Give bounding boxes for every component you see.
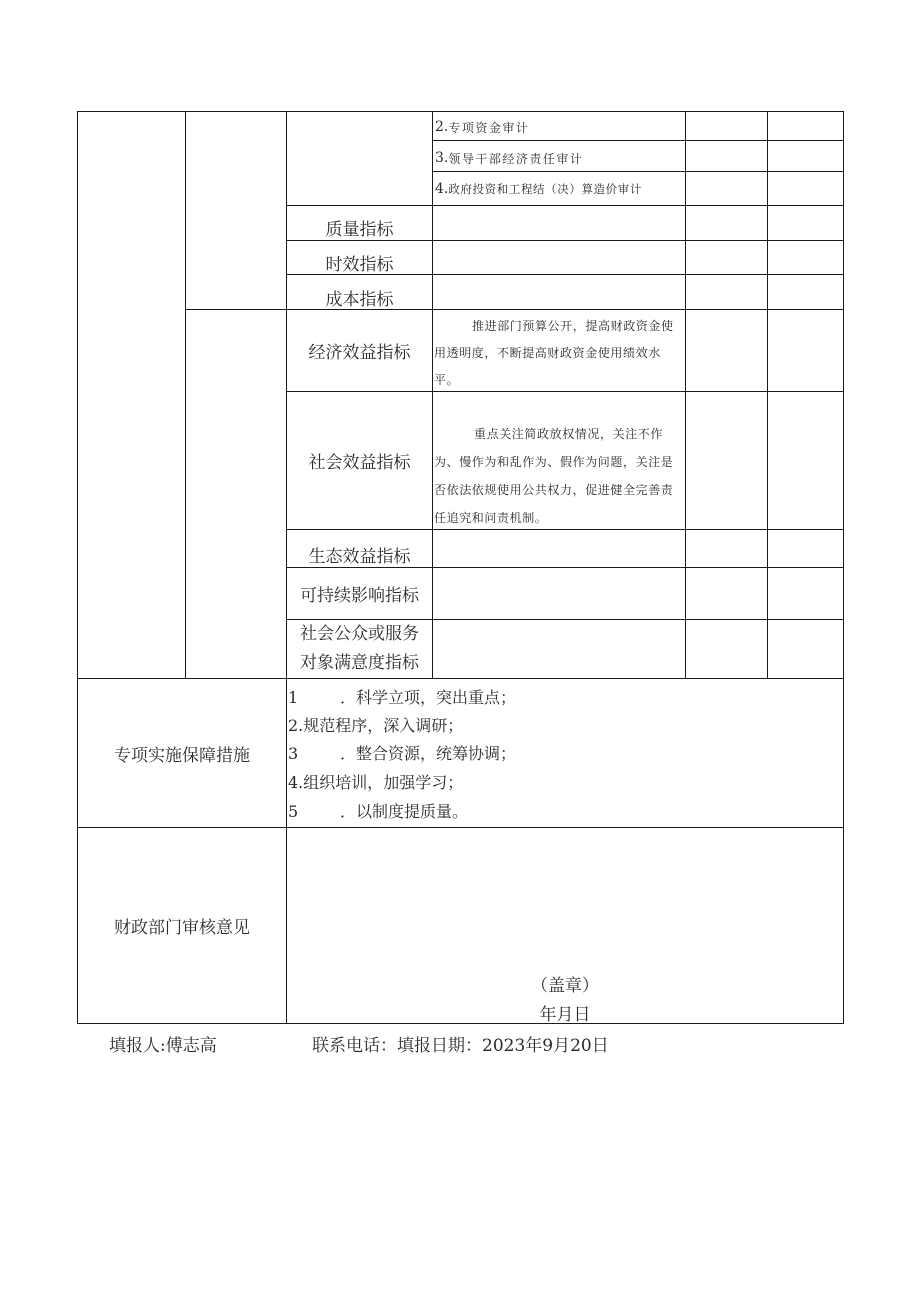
seal-text: （盖章） — [531, 975, 599, 996]
economic-benefit-text: 推进部门预算公开，提高财政资金使用透明度，不断提高财政资金使用绩效水平。 — [434, 319, 674, 387]
grid-line — [286, 205, 844, 206]
audit-item-num: 4. — [435, 181, 449, 197]
grid-line — [185, 309, 844, 310]
audit-item-text: 政府投资和工程结（决）算造价审计 — [448, 182, 642, 196]
grid-line — [767, 111, 768, 678]
safeguard-num: 4. — [288, 773, 304, 792]
audit-item-4 — [435, 175, 683, 203]
review-date: 年月日 — [539, 1004, 591, 1025]
safeguard-num: 1 — [288, 688, 299, 707]
safeguard-item-1 — [288, 684, 516, 712]
economic-benefit-label: 经济效益指标 — [308, 343, 411, 363]
sustainable-impact-label: 可持续影响指标 — [300, 586, 419, 606]
audit-item-2 — [435, 113, 683, 141]
safeguard-text: 组织培训，加强学习； — [303, 773, 464, 792]
audit-item-num: 2. — [435, 119, 449, 135]
safeguard-text: 规范程序，深入调研； — [303, 716, 464, 735]
timeliness-indicator-label: 时效指标 — [325, 254, 394, 275]
finance-review-label: 财政部门审核意见 — [114, 918, 250, 938]
safeguard-item-2 — [288, 712, 463, 740]
satisfaction-label-line1: 社会公众或服务 — [300, 624, 419, 644]
social-benefit-text: 重点关注简政放权情况，关注不作为、慢作为和乱作为、假作为问题，关注是否依法依规使用公共权力，促进健全完善责任追究和问责机制。 — [434, 427, 674, 525]
grid-line — [185, 111, 186, 678]
safeguard-text: ．以制度提质量。 — [340, 802, 469, 821]
audit-item-num: 3. — [435, 150, 449, 166]
filler-name: 填报人:傅志高 — [109, 1036, 217, 1056]
satisfaction-label-line2: 对象满意度指标 — [300, 653, 419, 673]
audit-item-text: 领导干部经济责任审计 — [448, 151, 584, 166]
safeguard-item-5 — [288, 798, 468, 826]
safeguards-label: 专项实施保障措施 — [114, 745, 250, 766]
safeguard-item-4 — [288, 769, 463, 797]
safeguard-num: 2. — [288, 716, 304, 735]
safeguard-item-3 — [288, 740, 516, 768]
grid-line — [432, 111, 433, 678]
audit-item-text: 专项资金审计 — [448, 120, 530, 135]
phone-and-date: 联系电话：填报日期：2023年9月20日 — [312, 1036, 609, 1056]
safeguard-num: 3 — [288, 744, 299, 763]
quality-indicator-label: 质量指标 — [325, 219, 394, 240]
table-border-top — [77, 111, 844, 112]
safeguard-text: ．科学立项，突出重点； — [340, 688, 517, 707]
audit-item-3 — [435, 144, 683, 172]
ecological-benefit-label: 生态效益指标 — [308, 546, 411, 567]
safeguard-num: 5 — [288, 802, 299, 821]
grid-line — [685, 111, 686, 678]
social-benefit-label: 社会效益指标 — [308, 453, 411, 473]
safeguard-text: ．整合资源，统筹协调； — [340, 744, 517, 763]
table-border-bottom — [77, 1023, 844, 1024]
satisfaction-indicator-label — [287, 620, 432, 678]
cost-indicator-label: 成本指标 — [325, 289, 394, 310]
